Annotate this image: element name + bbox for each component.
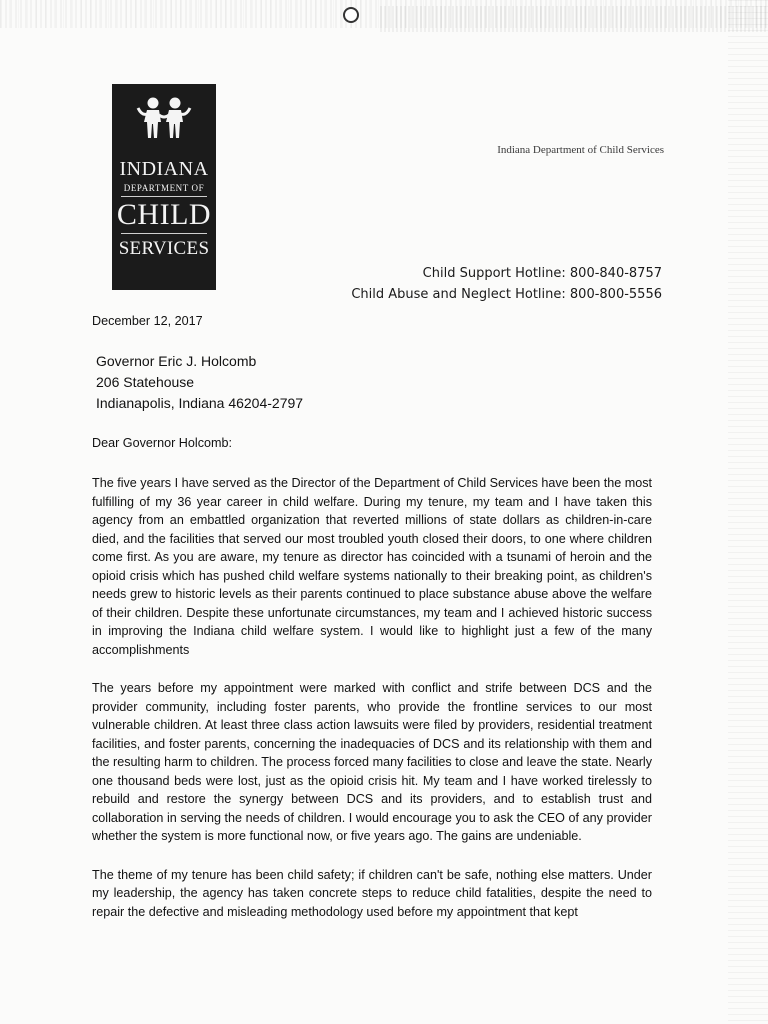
punch-hole [343,7,359,23]
paragraph-3: The theme of my tenure has been child safety; if children can't be safe, nothing else matters. Under my leadership, the agency has taken concrete steps to reduce child fatalities, despite the need to repair the defective and misleading methodology used before my appointment that kept [92,867,652,919]
scan-noise-right-edge [728,0,768,1024]
logo-line-department: DEPARTMENT OF [123,183,205,193]
logo-rule [121,233,207,234]
salutation: Dear Governor Holcomb: [92,435,232,450]
logo-line-services: SERVICES [118,238,210,259]
dcs-logo [112,84,216,290]
child-support-hotline: Child Support Hotline: 800-840-8757 [422,266,662,281]
recipient-name: Governor Eric J. Holcomb [96,352,257,369]
letter-date: December 12, 2017 [92,314,203,328]
logo-line-indiana: INDIANA [119,158,209,180]
child-abuse-hotline: Child Abuse and Neglect Hotline: 800-800-5556 [351,287,662,302]
children-holding-hands-icon [135,96,193,140]
recipient-city: Indianapolis, Indiana 46204-2797 [96,394,304,411]
letter-body [92,312,652,941]
scan-noise-top-right [380,6,768,32]
hotlines-block [351,263,662,305]
recipient-street: 206 Statehouse [96,373,195,390]
paragraph-2: The years before my appointment were marked with conflict and strife between DCS and the provider community, including foster parents, who provide the frontline services to our most vulnerable children. At least three class action lawsuits were filed by providers, residential treatment facilities, and foster parents, concerning the inadequacies of DCS and its relationship with them and the resulting harm to children. The process forced many facilities to close and leave the state. Nearly one thousand beds were lost, just as the opioid crisis hit. My team and I have worked tirelessly to rebuild and restore the synergy between DCS and its providers, and to establish trust and collaboration in serving the needs of children. I would encourage you to ask the CEO of any provider whether the system is more functional now, or five years ago. The gains are undeniable. [92,681,652,843]
recipient-address [96,351,652,414]
logo-rule [121,196,207,197]
paragraph-1: The five years I have served as the Director of the Department of Child Services have been the most fulfilling of my 36 year career in child welfare. During my tenure, my team and I have taken this agency from an embattled organization that reverted millions of state dollars as children-in-care died, and the facilities that served our most troubled youth closed their doors, to one where children come first. As you are aware, my tenure as director has coincided with a tsunami of heroin and the opioid crisis which has pushed child welfare systems nationally to their breaking point, as children's needs grew to historic levels as their parents continued to place substance abuse above the welfare of their children. Despite these unfortunate circumstances, my team and I achieved historic success in improving the Indiana child welfare system. I would like to highlight just a few of the many accomplishments [92,476,652,657]
logo-line-child: CHILD [116,198,212,231]
letterhead-agency-name: Indiana Department of Child Services [497,144,664,156]
letterhead-address-block [497,108,664,159]
